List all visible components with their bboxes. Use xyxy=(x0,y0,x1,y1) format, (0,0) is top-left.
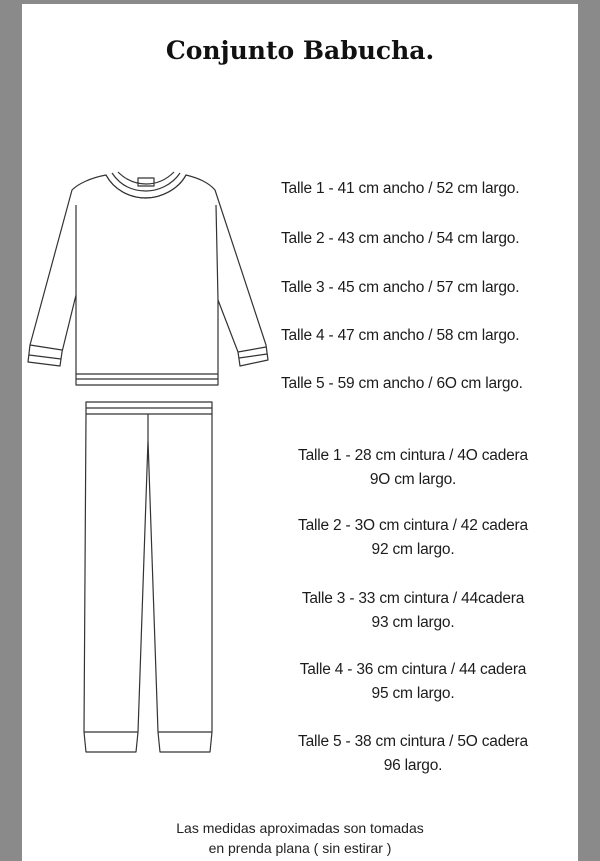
top-size-line: Talle 4 - 47 cm ancho / 58 cm largo. xyxy=(281,327,520,344)
pant-size-line2: 92 cm largo. xyxy=(371,541,455,558)
pant-size-block xyxy=(268,514,558,562)
measurement-note xyxy=(140,818,460,858)
top-size-line: Talle 3 - 45 cm ancho / 57 cm largo. xyxy=(281,279,520,296)
pant-size-block xyxy=(268,444,558,492)
page-title: Conjunto Babucha. xyxy=(165,36,435,65)
pant-size-block xyxy=(268,587,558,635)
pant-size-line1: Talle 2 - 3O cm cintura / 42 cadera xyxy=(298,517,528,534)
note-line1: Las medidas aproximadas son tomadas xyxy=(176,820,424,836)
sweatshirt-icon xyxy=(28,172,268,385)
pant-size-line2: 9O cm largo. xyxy=(369,471,457,488)
pant-size-line2: 95 cm largo. xyxy=(371,685,455,702)
pant-size-block xyxy=(268,658,558,706)
pant-size-block xyxy=(268,730,558,778)
pant-size-line2: 96 largo. xyxy=(383,757,443,774)
pants-icon xyxy=(84,402,212,752)
pant-size-line2: 93 cm largo. xyxy=(371,614,455,631)
pant-size-line1: Talle 1 - 28 cm cintura / 4O cadera xyxy=(298,447,528,464)
note-line2: en prenda plana ( sin estirar ) xyxy=(208,840,392,856)
pant-size-line1: Talle 4 - 36 cm cintura / 44 cadera xyxy=(299,661,527,678)
top-size-line: Talle 2 - 43 cm ancho / 54 cm largo. xyxy=(281,230,520,247)
top-size-line: Talle 1 - 41 cm ancho / 52 cm largo. xyxy=(281,180,520,197)
pant-size-line1: Talle 5 - 38 cm cintura / 5O cadera xyxy=(298,733,528,750)
pant-size-line1: Talle 3 - 33 cm cintura / 44cadera xyxy=(301,590,525,607)
top-size-line: Talle 5 - 59 cm ancho / 6O cm largo. xyxy=(281,375,523,392)
